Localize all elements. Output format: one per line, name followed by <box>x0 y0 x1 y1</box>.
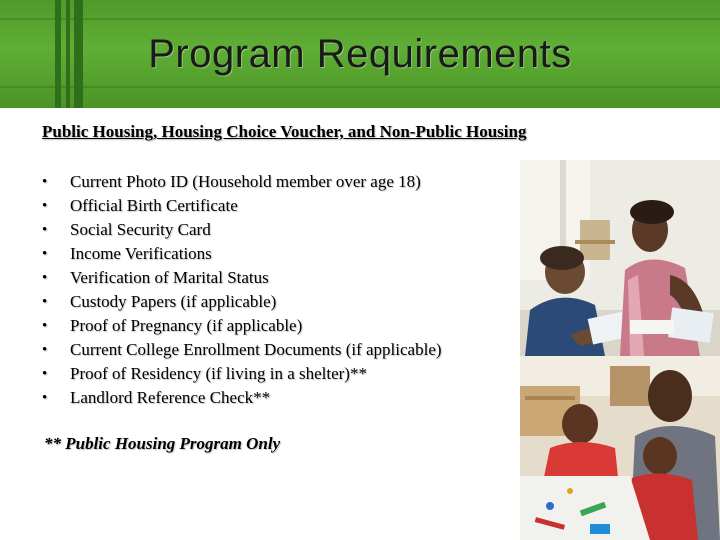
header-line-top <box>0 18 720 20</box>
bullet-icon: • <box>42 269 48 286</box>
header-line-bottom <box>0 86 720 88</box>
requirement-text: Proof of Residency (if living in a shelter)** <box>70 364 367 383</box>
family-craft-photo <box>520 356 720 540</box>
requirement-text: Current Photo ID (Household member over age 18) <box>70 172 421 191</box>
bullet-icon: • <box>42 197 48 214</box>
bullet-icon: • <box>42 173 48 190</box>
requirement-item <box>42 290 442 314</box>
requirement-item <box>42 314 442 338</box>
requirement-text: Social Security Card <box>70 220 211 239</box>
requirement-item <box>42 218 442 242</box>
bullet-icon: • <box>42 221 48 238</box>
bullet-icon: • <box>42 293 48 310</box>
requirement-text: Verification of Marital Status <box>70 268 269 287</box>
requirement-item <box>42 194 442 218</box>
family-craft-image <box>520 356 720 540</box>
requirement-text: Income Verifications <box>70 244 212 263</box>
requirement-text: Current College Enrollment Documents (if applicable) <box>70 340 442 359</box>
footnote: ** Public Housing Program Only <box>44 434 281 453</box>
requirement-item <box>42 338 442 362</box>
requirement-text: Official Birth Certificate <box>70 196 238 215</box>
requirement-text: Proof of Pregnancy (if applicable) <box>70 316 303 335</box>
bullet-icon: • <box>42 245 48 262</box>
requirement-item <box>42 386 442 410</box>
bullet-icon: • <box>42 389 48 406</box>
programs-heading: Public Housing, Housing Choice Voucher, and Non-Public Housing <box>42 122 527 141</box>
women-paperwork-photo <box>520 160 720 356</box>
requirement-text: Landlord Reference Check** <box>70 388 271 407</box>
requirement-text: Custody Papers (if applicable) <box>70 292 277 311</box>
requirement-item <box>42 242 442 266</box>
requirements-list <box>42 170 442 410</box>
women-paperwork-image <box>520 160 720 356</box>
bullet-icon: • <box>42 317 48 334</box>
bullet-icon: • <box>42 365 48 382</box>
requirement-item <box>42 362 442 386</box>
page-title: Program Requirements <box>148 32 572 76</box>
bullet-icon: • <box>42 341 48 358</box>
requirement-item <box>42 170 442 194</box>
requirement-item <box>42 266 442 290</box>
